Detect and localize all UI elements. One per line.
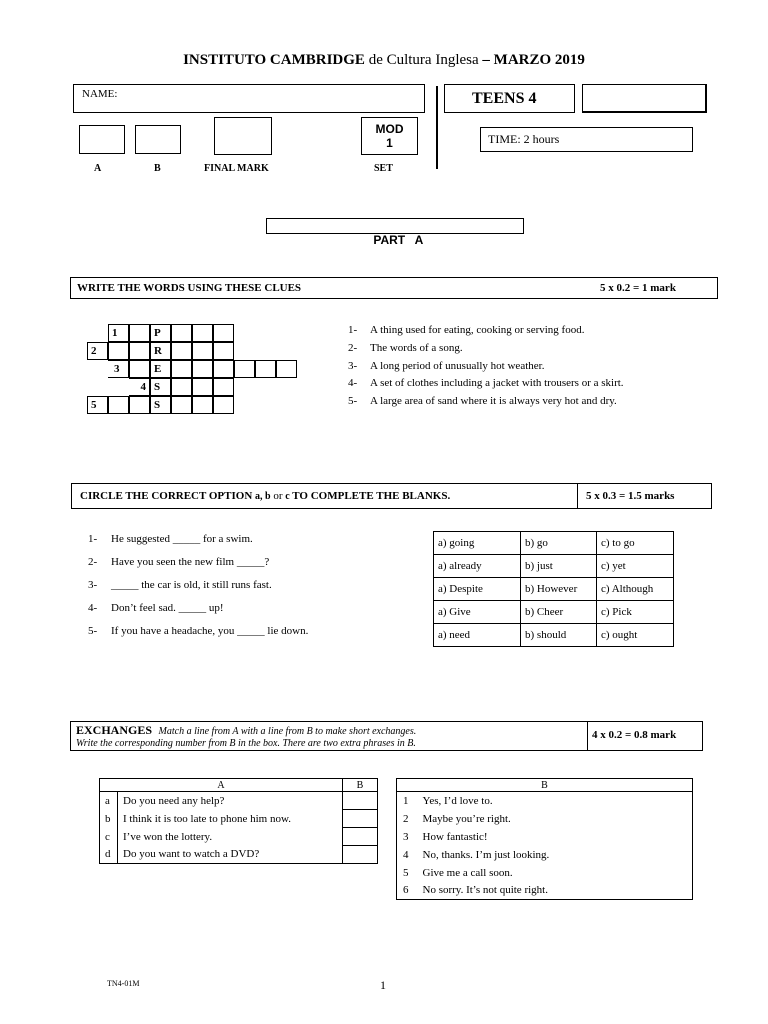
name-field[interactable] — [73, 84, 425, 113]
options-row — [434, 578, 674, 601]
question-item: 3- _____ the car is old, it still runs fast. — [88, 579, 272, 591]
clue-item: 3- A long period of unusually hot weather. — [348, 360, 545, 372]
crossword-cell[interactable] — [213, 396, 234, 414]
exchanges-table-a — [99, 778, 378, 864]
crossword-cell: S — [150, 396, 171, 414]
exchanges-table-b — [396, 778, 693, 900]
exam-title: INSTITUTO CAMBRIDGE de Cultura Inglesa – MARZO 2019 — [183, 52, 585, 68]
options-row — [434, 532, 674, 555]
options-row — [434, 555, 674, 578]
table-row: 3 How fantastic! — [397, 828, 693, 846]
crossword-cell[interactable] — [129, 396, 150, 414]
table-row: a Do you need any help? — [100, 792, 378, 810]
crossword-cell[interactable] — [213, 342, 234, 360]
table-row: 4 No, thanks. I’m just looking. — [397, 846, 693, 864]
crossword-cell[interactable] — [108, 342, 129, 360]
option-cell[interactable]: c) ought — [597, 624, 674, 647]
crossword-cell[interactable] — [192, 378, 213, 396]
section2-divider — [577, 484, 578, 508]
section2-marks: 5 x 0.3 = 1.5 marks — [586, 490, 675, 502]
crossword-cell[interactable] — [213, 324, 234, 342]
section3-instruction: EXCHANGES Match a line from A with a line from B to make short exchanges. Write the corresponding number from B in the box. There are two extra phrases in B. — [76, 723, 417, 749]
section1-header — [70, 277, 718, 299]
table-row: d Do you want to watch a DVD? — [100, 846, 378, 864]
question-item: 1- He suggested _____ for a swim. — [88, 533, 253, 545]
section3-marks: 4 x 0.2 = 0.8 mark — [592, 729, 677, 741]
crossword-cell: 3 — [108, 360, 129, 378]
section2-header — [71, 483, 712, 509]
option-cell[interactable]: c) to go — [597, 532, 674, 555]
clue-item: 1- A thing used for eating, cooking or serving food. — [348, 324, 585, 336]
clue-item: 2- The words of a song. — [348, 342, 463, 354]
score-b-box[interactable] — [135, 125, 181, 154]
option-cell[interactable]: a) Despite — [434, 578, 521, 601]
option-cell[interactable]: b) go — [521, 532, 597, 555]
column-b-answer-header: B — [343, 779, 378, 792]
time-box — [480, 127, 693, 152]
final-mark-label: FINAL MARK — [204, 163, 269, 174]
section3-divider — [587, 722, 588, 750]
table-row: 1 Yes, I’d love to. — [397, 792, 693, 810]
crossword-cell[interactable] — [276, 360, 297, 378]
question-item: 5- If you have a headache, you _____ lie down. — [88, 625, 309, 637]
final-mark-box[interactable] — [214, 117, 272, 155]
crossword-cell: 5 — [87, 396, 108, 414]
set-label: SET — [374, 163, 393, 174]
crossword-cell[interactable] — [213, 360, 234, 378]
answer-box[interactable] — [343, 828, 378, 846]
crossword-cell: S — [150, 378, 171, 396]
option-cell[interactable]: c) Pick — [597, 601, 674, 624]
crossword-cell: 1 — [108, 324, 129, 342]
option-cell[interactable]: a) Give — [434, 601, 521, 624]
crossword-cell[interactable] — [129, 324, 150, 342]
crossword-cell[interactable] — [171, 342, 192, 360]
table-row: c I’ve won the lottery. — [100, 828, 378, 846]
clue-item: 4- A set of clothes including a jacket with trousers or a skirt. — [348, 377, 624, 389]
option-cell[interactable]: a) need — [434, 624, 521, 647]
part-heading — [266, 218, 524, 247]
question-item: 4- Don’t feel sad. _____ up! — [88, 602, 224, 614]
crossword-cell[interactable] — [255, 360, 276, 378]
level-blank-box[interactable] — [582, 84, 707, 113]
option-cell[interactable]: b) However — [521, 578, 597, 601]
crossword-cell[interactable] — [108, 396, 129, 414]
section1-marks: 5 x 0.2 = 1 mark — [600, 282, 676, 294]
level-text: TEENS 4 — [472, 90, 537, 107]
mod-label: MOD — [375, 122, 404, 136]
option-cell[interactable]: b) just — [521, 555, 597, 578]
crossword-cell[interactable] — [171, 396, 192, 414]
crossword-cell[interactable] — [129, 342, 150, 360]
answer-box[interactable] — [343, 846, 378, 864]
mod-number: 1 — [386, 136, 393, 150]
crossword-cell[interactable] — [192, 360, 213, 378]
table-row: 5 Give me a call soon. — [397, 864, 693, 882]
mod-box — [361, 117, 418, 155]
score-a-label: A — [94, 163, 102, 174]
option-cell[interactable]: c) yet — [597, 555, 674, 578]
options-row — [434, 601, 674, 624]
crossword-cell[interactable] — [171, 360, 192, 378]
crossword-cell[interactable] — [192, 324, 213, 342]
crossword-cell[interactable] — [171, 378, 192, 396]
crossword-cell[interactable] — [234, 360, 255, 378]
options-row — [434, 624, 674, 647]
column-b-header: B — [397, 779, 693, 792]
crossword-cell: P — [150, 324, 171, 342]
question-item: 2- Have you seen the new film _____? — [88, 556, 270, 568]
column-a-header: A — [100, 779, 343, 792]
clue-item: 5- A large area of sand where it is always very hot and dry. — [348, 395, 617, 407]
crossword-cell[interactable] — [213, 378, 234, 396]
part-label: PART A — [373, 233, 424, 247]
section2-instruction: CIRCLE THE CORRECT OPTION a, b or c TO COMPLETE THE BLANKS. — [80, 490, 451, 502]
footer-code: TN4-01M — [107, 979, 140, 988]
time-text: TIME: 2 hours — [488, 132, 560, 146]
answer-box[interactable] — [343, 810, 378, 828]
table-row: 2 Maybe you’re right. — [397, 810, 693, 828]
option-cell[interactable]: b) should — [521, 624, 597, 647]
score-a-box[interactable] — [79, 125, 125, 154]
name-label: NAME: — [82, 88, 118, 100]
option-cell[interactable]: b) Cheer — [521, 601, 597, 624]
option-cell[interactable]: a) already — [434, 555, 521, 578]
header-divider — [436, 86, 438, 169]
table-row: b I think it is too late to phone him now. — [100, 810, 378, 828]
level-box — [444, 84, 575, 113]
crossword-cell[interactable] — [171, 324, 192, 342]
crossword-cell[interactable] — [129, 360, 150, 378]
score-b-label: B — [154, 163, 161, 174]
section1-instruction: WRITE THE WORDS USING THESE CLUES — [77, 282, 302, 294]
crossword-cell: E — [150, 360, 171, 378]
answer-box[interactable] — [343, 792, 378, 810]
section3-header — [70, 721, 703, 751]
section3-heading: EXCHANGES — [76, 723, 153, 737]
crossword-cell[interactable] — [192, 396, 213, 414]
table-row: 6 No sorry. It’s not quite right. — [397, 882, 693, 900]
option-cell[interactable]: c) Although — [597, 578, 674, 601]
crossword-cell: 2 — [87, 342, 108, 360]
option-cell[interactable]: a) going — [434, 532, 521, 555]
crossword-cell: R — [150, 342, 171, 360]
crossword-cell[interactable] — [192, 342, 213, 360]
page-number: 1 — [380, 978, 386, 992]
options-table — [433, 531, 674, 647]
crossword-cell: 4 — [129, 378, 150, 396]
